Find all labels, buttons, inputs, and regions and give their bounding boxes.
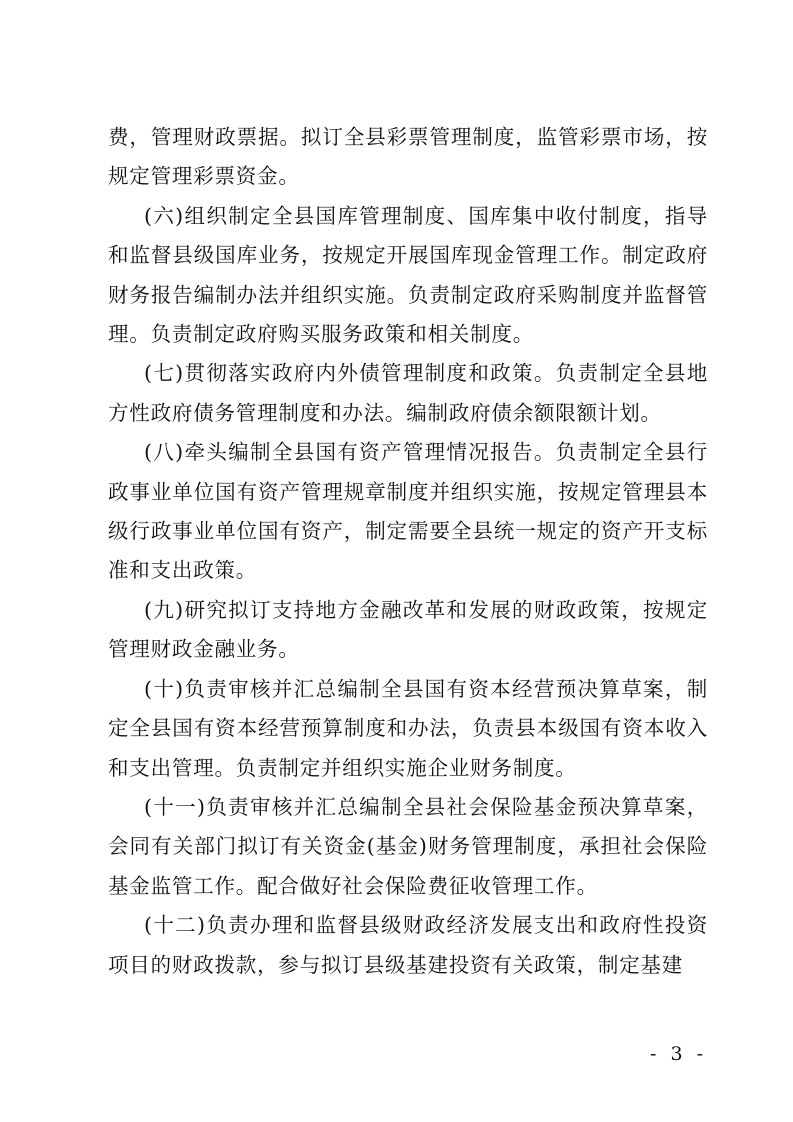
paragraph-item-11: (十一)负责审核并汇总编制全县社会保险基金预决算草案，会同有关部门拟订有关资金(基金)财务管理制度，承担社会保险基金监管工作。配合做好社会保险费征收管理工作。 — [108, 794, 708, 898]
paragraph-item-6: (六)组织制定全县国库管理制度、国库集中收付制度，指导和监督县级国库业务，按规定开展国库现金管理工作。制定政府财务报告编制办法并组织实施。负责制定政府采购制度并监督管理。负责制定政府购买服务政策和相关制度。 — [108, 203, 708, 347]
document-body — [108, 118, 708, 985]
paragraph-item-9: (九)研究拟订支持地方金融改革和发展的财政政策，按规定管理财政金融业务。 — [108, 597, 708, 662]
paragraph-item-12: (十二)负责办理和监督县级财政经济发展支出和政府性投资项目的财政拨款，参与拟订县级基建投资有关政策，制定基建 — [108, 913, 708, 977]
page-number: - 3 - — [649, 1043, 707, 1065]
paragraph-item-8: (八)牵头编制全县国有资产管理情况报告。负责制定全县行政事业单位国有资产管理规章制度并组织实施，按规定管理县本级行政事业单位国有资产，制定需要全县统一规定的资产开支标准和支出政策。 — [108, 440, 708, 583]
paragraph-item-7: (七)贯彻落实政府内外债管理制度和政策。负责制定全县地方性政府债务管理制度和办法。编制政府债余额限额计划。 — [108, 361, 708, 425]
paragraph-continuation: 费，管理财政票据。拟订全县彩票管理制度，监管彩票市场，按规定管理彩票资金。 — [108, 125, 708, 189]
paragraph-item-10: (十)负责审核并汇总编制全县国有资本经营预决算草案，制定全县国有资本经营预算制度和办法，负责县本级国有资本收入和支出管理。负责制定并组织实施企业财务制度。 — [108, 676, 708, 780]
